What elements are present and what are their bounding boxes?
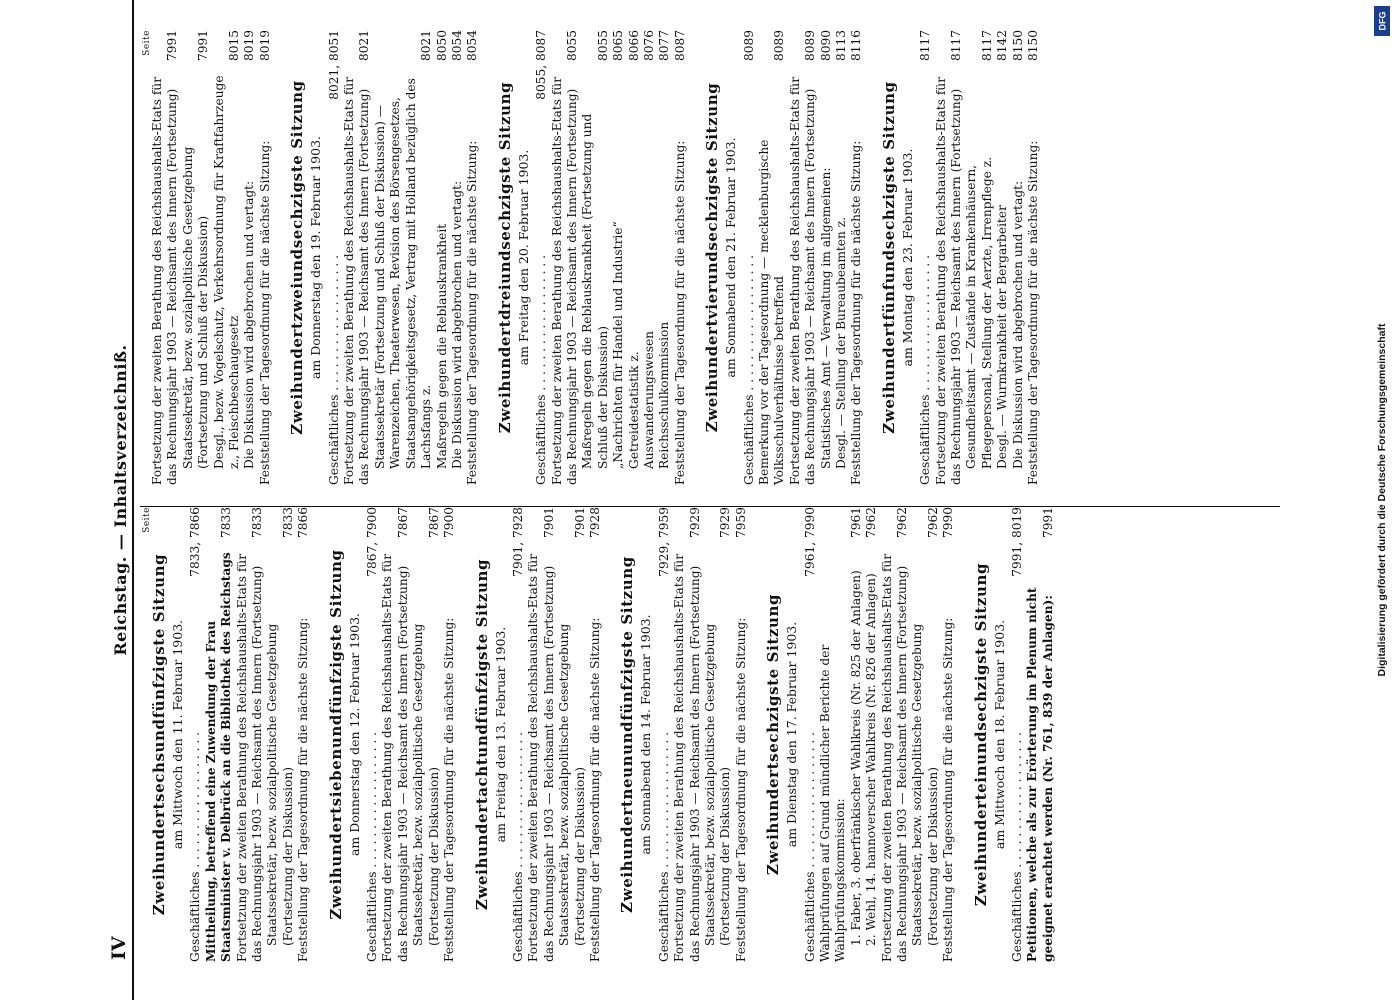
- entry-page: 8116: [849, 30, 864, 62]
- entry-page: 7991: [165, 30, 180, 62]
- entry-page: 7961, 7990: [802, 507, 817, 577]
- entry-text: Geschäftliches . . . . . . . . . . . . . . . . . .: [741, 255, 756, 485]
- entry-text: 1. Faber, 3. oberfränkischer Wahlkreis (Nr. 825 der Anlagen): [848, 570, 863, 946]
- entry-text: Fortsetzung der zweiten Berathung des Reichshaushalts-Etats für das Rechnungsjahr 1903 — Reichsamt des Innern (Fortsetzung): [879, 553, 910, 962]
- index-entry: [734, 507, 749, 962]
- entry-page: 7833: [250, 507, 265, 539]
- entry-text: Fortsetzung der zweiten Berathung des Reichshaushalts-Etats für das Rechnungsjahr 1903 — Reichsamt des Innern (Fortsetzung): [672, 553, 702, 962]
- entry-page: 8117: [979, 30, 994, 62]
- index-entry: [657, 30, 672, 485]
- entry-text: Fortsetzung der zweiten Berathung des Reichshaushalts-Etats für das Rechnungsjahr 1903 — Reichsamt des Innern (Fortsetzung): [526, 553, 556, 962]
- entry-text: Staatssekretär, bezw. sozialpolitische Gesetzgebung (Fortsetzung der Diskussion): [411, 623, 441, 946]
- entry-page: 7929: [687, 507, 702, 539]
- index-entry: [742, 30, 757, 485]
- session-date: am Freitag den 13. Februar 1903.: [492, 626, 508, 843]
- session-date: am Donnerstag den 12. Februar 1903.: [346, 612, 362, 857]
- entry-page: 8113: [834, 30, 849, 62]
- index-entry: [673, 30, 688, 485]
- entry-text: 2. Wehl, 14. hannoverscher Wahlkreis (Nr. 826 der Anlagen): [864, 573, 879, 946]
- entry-page: 8054: [449, 30, 464, 62]
- digitization-credit: Digitalisierung gefördert durch die Deutsche Forschungsgemeinschaft: [1376, 323, 1388, 677]
- entry-page: 7991: [196, 30, 211, 62]
- entry-page: 8089: [772, 30, 787, 62]
- session-date: am Donnerstag den 19. Februar 1903.: [308, 135, 324, 380]
- entry-text: Feststellung der Tagesordnung für die nächste Sitzung:: [849, 140, 864, 485]
- index-entry: [342, 30, 373, 485]
- entry-text: Gesundheitsamt — Zustände in Krankenhäusern, Pflegepersonal, Stellung der Aerzte, Irrenpflege z.: [964, 156, 994, 469]
- entry-text: Fortsetzung der zweiten Berathung des Reichshaushalts-Etats für das Rechnungsjahr 1903 — Reichsamt des Innern (Fortsetzung): [380, 553, 410, 962]
- session-block: [618, 507, 749, 962]
- entry-text: Geschäftliches . . . . . . . . . . . . . . . . . .: [365, 732, 380, 962]
- entry-text: Desgl. — Wurmkrankheit der Bergarbeiter: [995, 205, 1010, 469]
- index-entry: [242, 30, 257, 485]
- session-title: Zweihundertzweiundsechzigste Sitzung: [288, 80, 307, 435]
- entry-page: 8019: [257, 30, 272, 62]
- index-entry: [995, 30, 1010, 485]
- index-entry: [435, 30, 450, 485]
- index-entry: [181, 30, 212, 485]
- entry-page: 8055, 8087: [534, 30, 549, 100]
- entry-text: Reichsschulkommission: [657, 321, 672, 469]
- entry-page: 7990: [941, 507, 956, 539]
- session-title: Zweihundertdreiundsechzigste Sitzung: [495, 81, 514, 434]
- entry-page: 7901: [572, 507, 587, 539]
- entry-page: 7867: [395, 507, 410, 539]
- index-entry: [150, 30, 181, 485]
- index-entry: [849, 507, 864, 962]
- entry-page: 7929, 7959: [656, 507, 671, 577]
- entry-page: 8066: [626, 30, 641, 62]
- column-divider: [140, 506, 1280, 507]
- dfg-logo: DFG: [1374, 6, 1390, 36]
- entry-text: Die Diskussion wird abgebrochen und vertagt:: [1010, 180, 1025, 469]
- index-entry: [1011, 30, 1026, 485]
- entry-text: Feststellung der Tagesordnung für die nächste Sitzung:: [257, 140, 272, 485]
- entry-text: Geschäftliches . . . . . . . . . . . . . . . . . .: [534, 255, 549, 485]
- entry-page: 7959: [733, 507, 748, 539]
- seite-label: Seite: [142, 507, 152, 533]
- entry-text: Feststellung der Tagesordnung für die nächste Sitzung:: [1026, 140, 1041, 485]
- session-block: [880, 30, 1042, 485]
- entry-text: Fortsetzung der zweiten Berathung des Reichshaushalts-Etats für das Rechnungsjahr 1903 — Reichsamt des Innern (Fortsetzung): [787, 76, 818, 485]
- entry-text: Maßregeln gegen die Reblauskrankheit (Fortsetzung und Schluß der Diskussion): [580, 113, 610, 469]
- entry-text: Fortsetzung der zweiten Berathung des Reichshaushalts-Etats für das Rechnungsjahr 1903 — Reichsamt des Innern (Fortsetzung): [549, 76, 579, 485]
- index-entry: [204, 507, 235, 962]
- session-block: [150, 507, 312, 962]
- index-entry: [534, 30, 549, 485]
- entry-page: 8077: [657, 30, 672, 62]
- entry-page: 7901, 7928: [510, 507, 525, 577]
- session-title: Zweihundertsechzigste Sitzung: [764, 593, 783, 876]
- index-entry: [818, 507, 849, 962]
- entry-page: 8065: [611, 30, 626, 62]
- session-block: [496, 30, 688, 485]
- seite-label: Seite: [142, 30, 152, 56]
- entry-page: 7962: [925, 507, 940, 539]
- entry-page: 7961: [848, 507, 863, 539]
- index-entry: [442, 507, 457, 962]
- index-entry: [672, 507, 703, 962]
- page-number: IV: [108, 936, 130, 960]
- entry-page: 8150: [1026, 30, 1041, 62]
- index-entry: [380, 507, 411, 962]
- session-date: am Sonnabend den 14. Februar 1903.: [638, 614, 654, 855]
- entry-page: 8117: [949, 30, 964, 62]
- index-entry: [1025, 507, 1056, 962]
- entry-text: Die Diskussion wird abgebrochen und vertagt:: [242, 180, 257, 469]
- session-title: Zweihundertvierundsechzigste Sitzung: [703, 82, 722, 433]
- entry-page: 7928: [587, 507, 602, 539]
- entry-text: Die Diskussion wird abgebrochen und vertagt:: [449, 180, 464, 469]
- index-entry: [450, 30, 465, 485]
- index-entry: [611, 30, 626, 485]
- index-entry: [657, 507, 672, 962]
- entry-text: Staatssekretär, bezw. sozialpolitische Gesetzgebung (Fortsetzung der Diskussion): [910, 623, 940, 946]
- index-entry: [642, 30, 657, 485]
- index-entry: [327, 30, 342, 485]
- session-block: [703, 30, 865, 485]
- index-entry: [188, 507, 203, 962]
- index-entry: [1026, 30, 1041, 485]
- index-entry: [880, 507, 911, 962]
- index-entry: [964, 30, 995, 485]
- session-block: [150, 30, 273, 485]
- entry-text: Fortsetzung der zweiten Berathung des Reichshaushalts-Etats für das Rechnungsjahr 1903 — Reichsamt des Innern (Fortsetzung): [342, 76, 372, 485]
- entry-page: 7991, 8019: [1010, 507, 1025, 577]
- entry-page: 7867: [426, 507, 441, 539]
- entry-page: 7867, 7900: [365, 507, 380, 577]
- entry-text: Feststellung der Tagesordnung für die nächste Sitzung:: [296, 617, 311, 962]
- index-entry: [941, 507, 956, 962]
- index-entry: [1010, 507, 1025, 962]
- session-title: Zweihundertsechsundfünfzigste Sitzung: [150, 553, 168, 916]
- entry-text: Geschäftliches . . . . . . . . . . . . . . . . . .: [188, 732, 203, 962]
- entry-page: 7866: [296, 507, 311, 539]
- entry-text: Getreidestatistik z.: [626, 351, 641, 469]
- entry-page: 7901: [541, 507, 556, 539]
- entry-text: Bemerkung vor der Tagesordnung — mecklenburgische Volksschulverhältnisse betreffend: [757, 139, 787, 485]
- entry-text: Staatssekretär (Fortsetzung und Schluß der Diskussion) — Warenzeichen, Theaterwesen, Revision des Börsengesetzes, Staatsangehörigkeitsgesetz, Vertrag mit Holland bezüglich des Lachsfangs z.: [372, 78, 434, 469]
- index-entry: [557, 507, 588, 962]
- entry-page: 8089: [741, 30, 756, 62]
- index-entry: [296, 507, 311, 962]
- entry-page: 8142: [995, 30, 1010, 62]
- running-header: [96, 0, 134, 1000]
- entry-text: Feststellung der Tagesordnung für die nächste Sitzung:: [465, 140, 480, 485]
- session-date: am Freitag den 20. Februar 1903.: [515, 149, 531, 366]
- entry-page: 8055: [564, 30, 579, 62]
- entry-text: Feststellung der Tagesordnung für die nächste Sitzung:: [587, 617, 602, 962]
- index-entry: [580, 30, 611, 485]
- entry-text: Maßregeln gegen die Reblauskrankheit: [434, 223, 449, 469]
- entry-text: Staatssekretär, bezw. sozialpolitische Gesetzgebung (Fortsetzung der Diskussion): [557, 623, 587, 946]
- session-block: [288, 30, 480, 485]
- entry-page: 8054: [465, 30, 480, 62]
- index-entry: [373, 30, 435, 485]
- entry-page: 8050: [434, 30, 449, 62]
- index-entry: [511, 507, 526, 962]
- entry-page: 7833: [219, 507, 234, 539]
- session-date: am Mittwoch den 18. Februar 1903.: [991, 619, 1007, 850]
- index-entry: [910, 507, 941, 962]
- entry-page: 8087: [672, 30, 687, 62]
- index-entry: [819, 30, 834, 485]
- entry-text: Staatssekretär, bezw. sozialpolitische Gesetzgebung (Fortsetzung und Schluß der Diskussion): [180, 146, 211, 469]
- index-entry: [803, 507, 818, 962]
- index-entry: [757, 30, 788, 485]
- session-block: [764, 507, 956, 962]
- session-block: [473, 507, 604, 962]
- dfg-stamp: [1373, 6, 1391, 994]
- entry-text: Desgl. — Stellung der Bureaubeamten z.: [834, 216, 849, 469]
- entry-text: Auswanderungswesen: [641, 330, 656, 469]
- index-entry: [864, 507, 879, 962]
- session-title: Zweihunderteinundsechzigste Sitzung: [971, 562, 990, 907]
- index-entry: [526, 507, 557, 962]
- session-title: Zweihundertneunundfünfzigste Sitzung: [618, 556, 637, 913]
- session-title: Zweihundertachtundfünfzigste Sitzung: [472, 558, 491, 911]
- entry-text: Mittheilung, betreffend eine Zuwendung der Frau Staatsminister v. Delbrück an die Bibliothek des Reichstags: [203, 552, 234, 962]
- entry-page: 8117: [918, 30, 933, 62]
- entry-text: Geschäftliches . . . . . . . . . . . . . . . . . .: [802, 732, 817, 962]
- entry-page: 7929: [718, 507, 733, 539]
- index-entry: [934, 30, 965, 485]
- index-entry: [550, 30, 581, 485]
- entry-text: Fortsetzung der zweiten Berathung des Reichshaushalts-Etats für das Rechnungsjahr 1903 — Reichsamt des Innern (Fortsetzung): [234, 553, 265, 962]
- index-page: [78, 0, 1318, 1000]
- entry-text: Feststellung der Tagesordnung für die nächste Sitzung:: [442, 617, 457, 962]
- session-date: am Dienstag den 17. Februar 1903.: [784, 621, 800, 848]
- entry-text: Feststellung der Tagesordnung für die nächste Sitzung:: [941, 617, 956, 962]
- entry-text: Geschäftliches . . . . . . . . . . . . . . . . . .: [510, 732, 525, 962]
- index-entry: [588, 507, 603, 962]
- session-date: am Sonnabend den 21. Februar 1903.: [723, 137, 739, 378]
- entry-page: 8055: [595, 30, 610, 62]
- entry-page: 8076: [641, 30, 656, 62]
- entry-text: Feststellung der Tagesordnung für die nächste Sitzung:: [672, 140, 687, 485]
- entry-text: Geschäftliches . . . . . . . . . . . . . . . . . .: [1010, 732, 1025, 962]
- session-block: [972, 507, 1057, 962]
- entry-page: 7962: [895, 507, 910, 539]
- index-entry: [411, 507, 442, 962]
- entry-text: Geschäftliches . . . . . . . . . . . . . . . . . .: [326, 255, 341, 485]
- entry-text: Geschäftliches . . . . . . . . . . . . . . . . . .: [918, 255, 933, 485]
- index-entry: [258, 30, 273, 485]
- index-entry: [788, 30, 819, 485]
- entry-page: 7991: [1040, 507, 1055, 539]
- entry-text: „Nachrichten für Handel und Industrie“: [611, 221, 626, 469]
- entry-page: 8015: [227, 30, 242, 62]
- index-entry: [834, 30, 849, 485]
- session-date: am Montag den 23. Februar 1903.: [899, 148, 915, 367]
- right-column: [140, 30, 1057, 485]
- session-title: Zweihundertsiebenundfünfzigste Sitzung: [326, 549, 345, 920]
- entry-text: Staatssekretär, bezw. sozialpolitische Gesetzgebung (Fortsetzung der Diskussion): [265, 623, 295, 946]
- index-entry: [212, 30, 243, 485]
- index-entry: [627, 30, 642, 485]
- entry-page: 8019: [242, 30, 257, 62]
- index-entry: [465, 30, 480, 485]
- index-entry: [235, 507, 266, 962]
- entry-page: 7833: [280, 507, 295, 539]
- session-block: [327, 507, 458, 962]
- entry-text: Petitionen, welche als zur Erörterung im Plenum nicht geeignet erachtet werden (Nr. 761, 839 der Anlagen):: [1025, 587, 1055, 962]
- entry-page: 8021, 8051: [326, 30, 341, 100]
- session-date: am Mittwoch den 11. Februar 1903.: [170, 619, 185, 850]
- entry-page: 8089: [803, 30, 818, 62]
- entry-text: Wahlprüfungen auf Grund mündlicher Berichte der Wahlprüfungskommission:: [818, 644, 848, 962]
- index-entry: [918, 30, 933, 485]
- entry-text: Feststellung der Tagesordnung für die nächste Sitzung:: [733, 617, 748, 962]
- entry-text: Fortsetzung der zweiten Berathung des Reichshaushalts-Etats für das Rechnungsjahr 1903 — Reichsamt des Innern (Fortsetzung): [150, 76, 180, 485]
- index-entry: [703, 507, 734, 962]
- entry-page: 8090: [818, 30, 833, 62]
- index-entry: [849, 30, 864, 485]
- index-entry: [265, 507, 296, 962]
- session-title: Zweihundertfünfundsechzigste Sitzung: [879, 81, 898, 434]
- entry-text: Statistisches Amt — Verwaltung im allgemeinen:: [818, 167, 833, 469]
- entry-text: Desgl., bezw. Vogelschutz, Verkehrsordnung für Kraftfahrzeuge z., Fleischbeschaugesetz: [211, 75, 242, 469]
- entry-page: 7900: [442, 507, 457, 539]
- index-entry: [365, 507, 380, 962]
- entry-page: 8021: [357, 30, 372, 62]
- entry-page: 7833, 7866: [188, 507, 203, 577]
- entry-page: 8150: [1010, 30, 1025, 62]
- left-column: [140, 507, 1071, 962]
- entry-page: 8021: [419, 30, 434, 62]
- entry-text: Staatssekretär, bezw. sozialpolitische Gesetzgebung (Fortsetzung der Diskussion): [702, 623, 733, 946]
- entry-text: Fortsetzung der zweiten Berathung des Reichshaushalts-Etats für das Rechnungsjahr 1903 — Reichsamt des Innern (Fortsetzung): [933, 76, 964, 485]
- entry-page: 7962: [864, 507, 879, 539]
- page-title: Reichstag. — Inhaltsverzeichniß.: [111, 344, 130, 656]
- entry-text: Geschäftliches . . . . . . . . . . . . . . . . . .: [656, 732, 671, 962]
